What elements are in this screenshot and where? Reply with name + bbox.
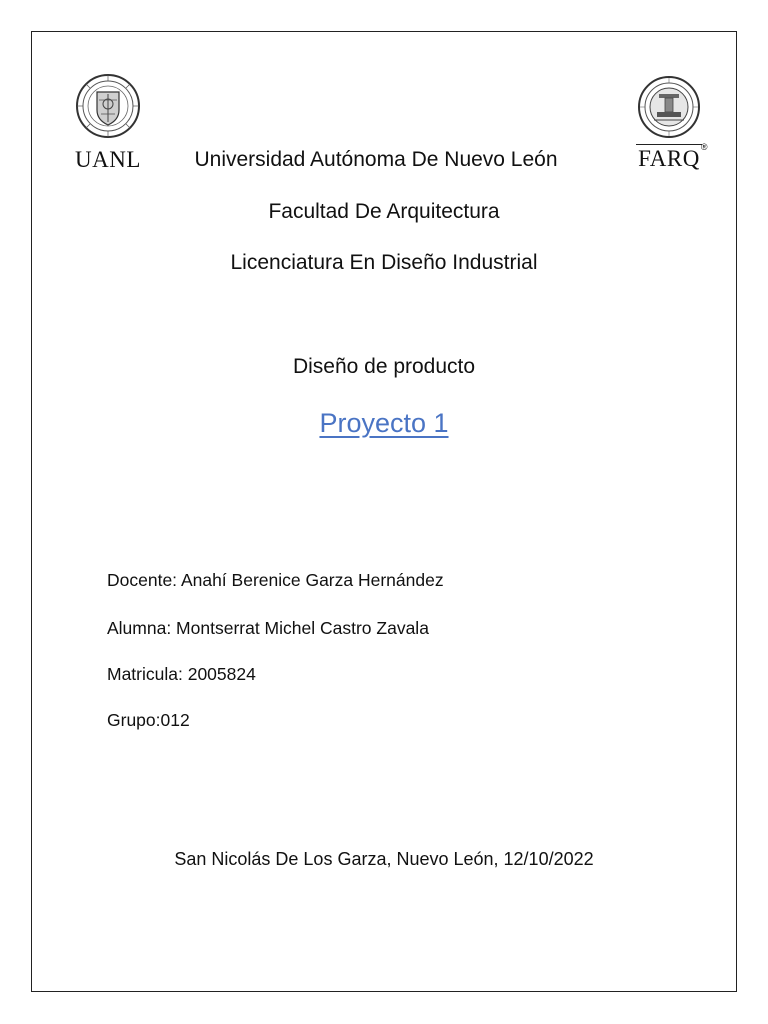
student-line: Alumna: Montserrat Michel Castro Zavala	[107, 618, 429, 638]
farq-divider	[636, 144, 702, 145]
course-name: Diseño de producto	[292, 355, 476, 378]
uanl-seal-icon	[75, 70, 141, 142]
farq-seal-icon	[636, 74, 702, 140]
farq-logo-word: FARQ	[638, 146, 700, 171]
document-page	[31, 31, 737, 992]
uanl-logo-text: UANL	[75, 147, 141, 172]
id-line: Matricula: 2005824	[107, 664, 256, 684]
project-title-text: Proyecto 1	[319, 408, 449, 438]
teacher-line: Docente: Anahí Berenice Garza Hernández	[107, 570, 444, 590]
university-title: Universidad Autónoma De Nuevo León	[194, 148, 558, 171]
degree-title: Licenciatura En Diseño Industrial	[230, 251, 538, 274]
faculty-title: Facultad De Arquitectura	[268, 200, 500, 223]
place-date-line: San Nicolás De Los Garza, Nuevo León, 12/10/2022	[174, 849, 594, 869]
group-line: Grupo:012	[107, 710, 190, 730]
registered-mark: ®	[700, 142, 708, 152]
project-title	[32, 407, 736, 439]
